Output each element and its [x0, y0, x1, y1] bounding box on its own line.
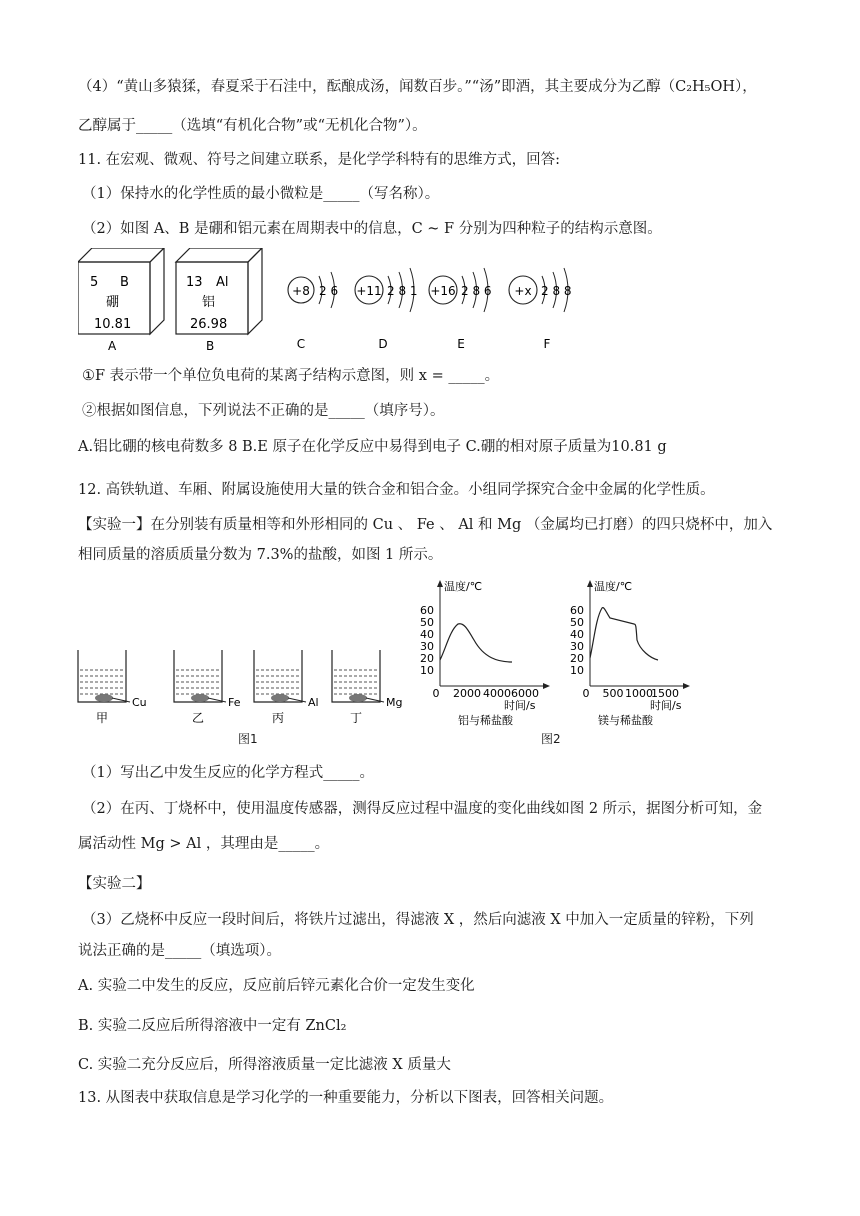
svg-text:硼: 硼 [106, 295, 120, 310]
text-line: 属活动性 Mg > Al ，其理由是_____。 [78, 836, 330, 852]
svg-text:26.98: 26.98 [190, 317, 228, 332]
beaker-label: 甲 [95, 711, 109, 725]
graph-aluminium [420, 579, 550, 727]
text-line: （1）写出乙中发生反应的化学方程式_____。 [82, 765, 374, 781]
svg-text:13: 13 [186, 275, 203, 290]
option-a: A. 实验二中发生的反应，反应前后锌元素化合价一定发生变化 [78, 978, 475, 994]
svg-text:B: B [120, 275, 129, 290]
beaker-al [254, 650, 319, 725]
options-line: A.铝比硼的核电荷数多 8 B.E 原子在化学反应中易得到电子 C.硼的相对原子质量为10.81 g [78, 439, 667, 455]
svg-text:10: 10 [570, 664, 584, 677]
question-12: 12. 高铁轨道、车厢、附属设施使用大量的铁合金和铝合金。小组同学探究合金中金属的化学性质。 [78, 482, 715, 498]
svg-text:时间/s: 时间/s [504, 699, 536, 712]
text-line: （1）保持水的化学性质的最小微粒是_____（写名称）。 [82, 186, 440, 202]
metal-sample [95, 694, 113, 702]
text-line: 说法正确的是_____（填选项）。 [78, 943, 281, 959]
svg-text:10.81: 10.81 [94, 317, 132, 332]
svg-text:+16: +16 [430, 284, 456, 298]
experiment-2-heading: 【实验二】 [78, 876, 151, 892]
figure-1-caption: 图1 [238, 732, 258, 746]
element-box-aluminium [176, 248, 262, 353]
option-c: C. 实验二充分反应后，所得溶液质量一定比滤液 X 质量大 [78, 1057, 451, 1073]
text-line: 【实验一】在分别装有质量相等和外形相同的 Cu 、 Fe 、 Al 和 Mg （金属均已打磨）的四只烧杯中，加入 [78, 517, 773, 533]
svg-text:+11: +11 [356, 284, 382, 298]
metal-sample [271, 694, 289, 702]
graph-magnesium [570, 579, 690, 727]
svg-text:30: 30 [570, 640, 584, 653]
svg-text:B: B [206, 339, 215, 353]
text-line: ①F 表示带一个单位负电荷的某离子结构示意图，则 x = _____。 [82, 368, 500, 384]
svg-text:50: 50 [420, 616, 434, 629]
text-line: 乙醇属于_____（选填“有机化合物”或“无机化合物”）。 [78, 118, 427, 134]
beaker-mg [332, 650, 402, 725]
metal-label: Fe [228, 696, 241, 709]
svg-text:5: 5 [90, 275, 99, 290]
question-11: 11. 在宏观、微观、符号之间建立联系，是化学学科特有的思维方式，回答: [78, 152, 561, 168]
svg-text:40: 40 [420, 628, 434, 641]
particle-diagram-d [355, 268, 418, 351]
particle-diagram-c [288, 272, 338, 351]
svg-text:C: C [296, 337, 306, 351]
metal-sample [349, 694, 367, 702]
svg-text:2 8 1: 2 8 1 [387, 284, 418, 298]
svg-text:60: 60 [570, 604, 584, 617]
svg-text:2 8 8: 2 8 8 [541, 284, 572, 298]
beaker-fe [174, 650, 241, 725]
svg-text:1500: 1500 [651, 687, 679, 700]
svg-text:时间/s: 时间/s [650, 699, 682, 712]
text-line: （3）乙烧杯中反应一段时间后，将铁片过滤出，得滤液 X ，然后向滤液 X 中加入一定质量的锌粉，下列 [82, 912, 754, 928]
figure-2-graphs [418, 578, 698, 728]
svg-text:0: 0 [582, 687, 590, 700]
svg-text:Al: Al [216, 275, 229, 290]
metal-label: Mg [386, 696, 403, 709]
svg-text:+x: +x [514, 284, 532, 298]
svg-text:温度/℃: 温度/℃ [594, 580, 633, 593]
svg-text:60: 60 [420, 604, 434, 617]
particle-diagram-f [509, 268, 572, 351]
metal-label: Al [308, 696, 319, 709]
svg-text:铝与稀盐酸: 铝与稀盐酸 [458, 714, 513, 727]
text-line: （4）“黄山多猿猱，春夏采于石洼中，酝酿成汤，闻数百步。”“汤”即酒，其主要成分为乙醇（C₂H₅OH）， [78, 79, 757, 95]
svg-text:A: A [108, 339, 117, 353]
svg-text:500: 500 [602, 687, 624, 700]
beaker-label: 丁 [349, 711, 363, 725]
element-structure-figure [78, 248, 618, 356]
particle-diagram-e [429, 268, 492, 351]
svg-text:1000: 1000 [625, 687, 653, 700]
metal-sample [191, 694, 209, 702]
svg-text:10: 10 [420, 664, 434, 677]
option-b: B. 实验二反应后所得溶液中一定有 ZnCl₂ [78, 1018, 347, 1034]
text-line: ②根据如图信息，下列说法不正确的是_____（填序号）。 [82, 403, 445, 419]
svg-text:30: 30 [420, 640, 434, 653]
svg-text:40: 40 [570, 628, 584, 641]
beaker-label: 乙 [191, 711, 205, 725]
svg-text:F: F [543, 337, 551, 351]
figure-2-caption: 图2 [541, 732, 561, 746]
svg-text:温度/℃: 温度/℃ [444, 580, 483, 593]
text-line: 相同质量的溶质质量分数为 7.3%的盐酸，如图 1 所示。 [78, 547, 443, 563]
metal-label: Cu [132, 696, 147, 709]
svg-text:20: 20 [420, 652, 434, 665]
beaker-label: 丙 [271, 711, 285, 725]
figure-1-beakers [76, 640, 406, 725]
svg-text:50: 50 [570, 616, 584, 629]
beaker-cu [78, 650, 147, 725]
svg-text:镁与稀盐酸: 镁与稀盐酸 [598, 714, 653, 727]
svg-text:20: 20 [570, 652, 584, 665]
curve-magnesium [590, 608, 658, 660]
svg-text:D: D [378, 337, 388, 351]
svg-text:2 6: 2 6 [319, 284, 339, 298]
svg-text:铝: 铝 [202, 295, 216, 310]
text-line: （2）如图 A、B 是硼和铝元素在周期表中的信息，C ~ F 分别为四种粒子的结构示意图。 [82, 221, 662, 237]
svg-text:4000: 4000 [483, 687, 511, 700]
svg-text:6000: 6000 [511, 687, 539, 700]
question-13: 13. 从图表中获取信息是学习化学的一种重要能力，分析以下图表，回答相关问题。 [78, 1090, 614, 1106]
svg-text:E: E [457, 337, 465, 351]
element-box-boron [78, 248, 164, 353]
text-line: （2）在丙、丁烧杯中，使用温度传感器，测得反应过程中温度的变化曲线如图 2 所示，据图分析可知，金 [82, 801, 763, 817]
svg-text:0: 0 [432, 687, 440, 700]
curve-aluminium [440, 624, 512, 662]
svg-text:2 8 6: 2 8 6 [461, 284, 492, 298]
svg-text:+8: +8 [292, 284, 310, 298]
svg-text:2000: 2000 [453, 687, 481, 700]
